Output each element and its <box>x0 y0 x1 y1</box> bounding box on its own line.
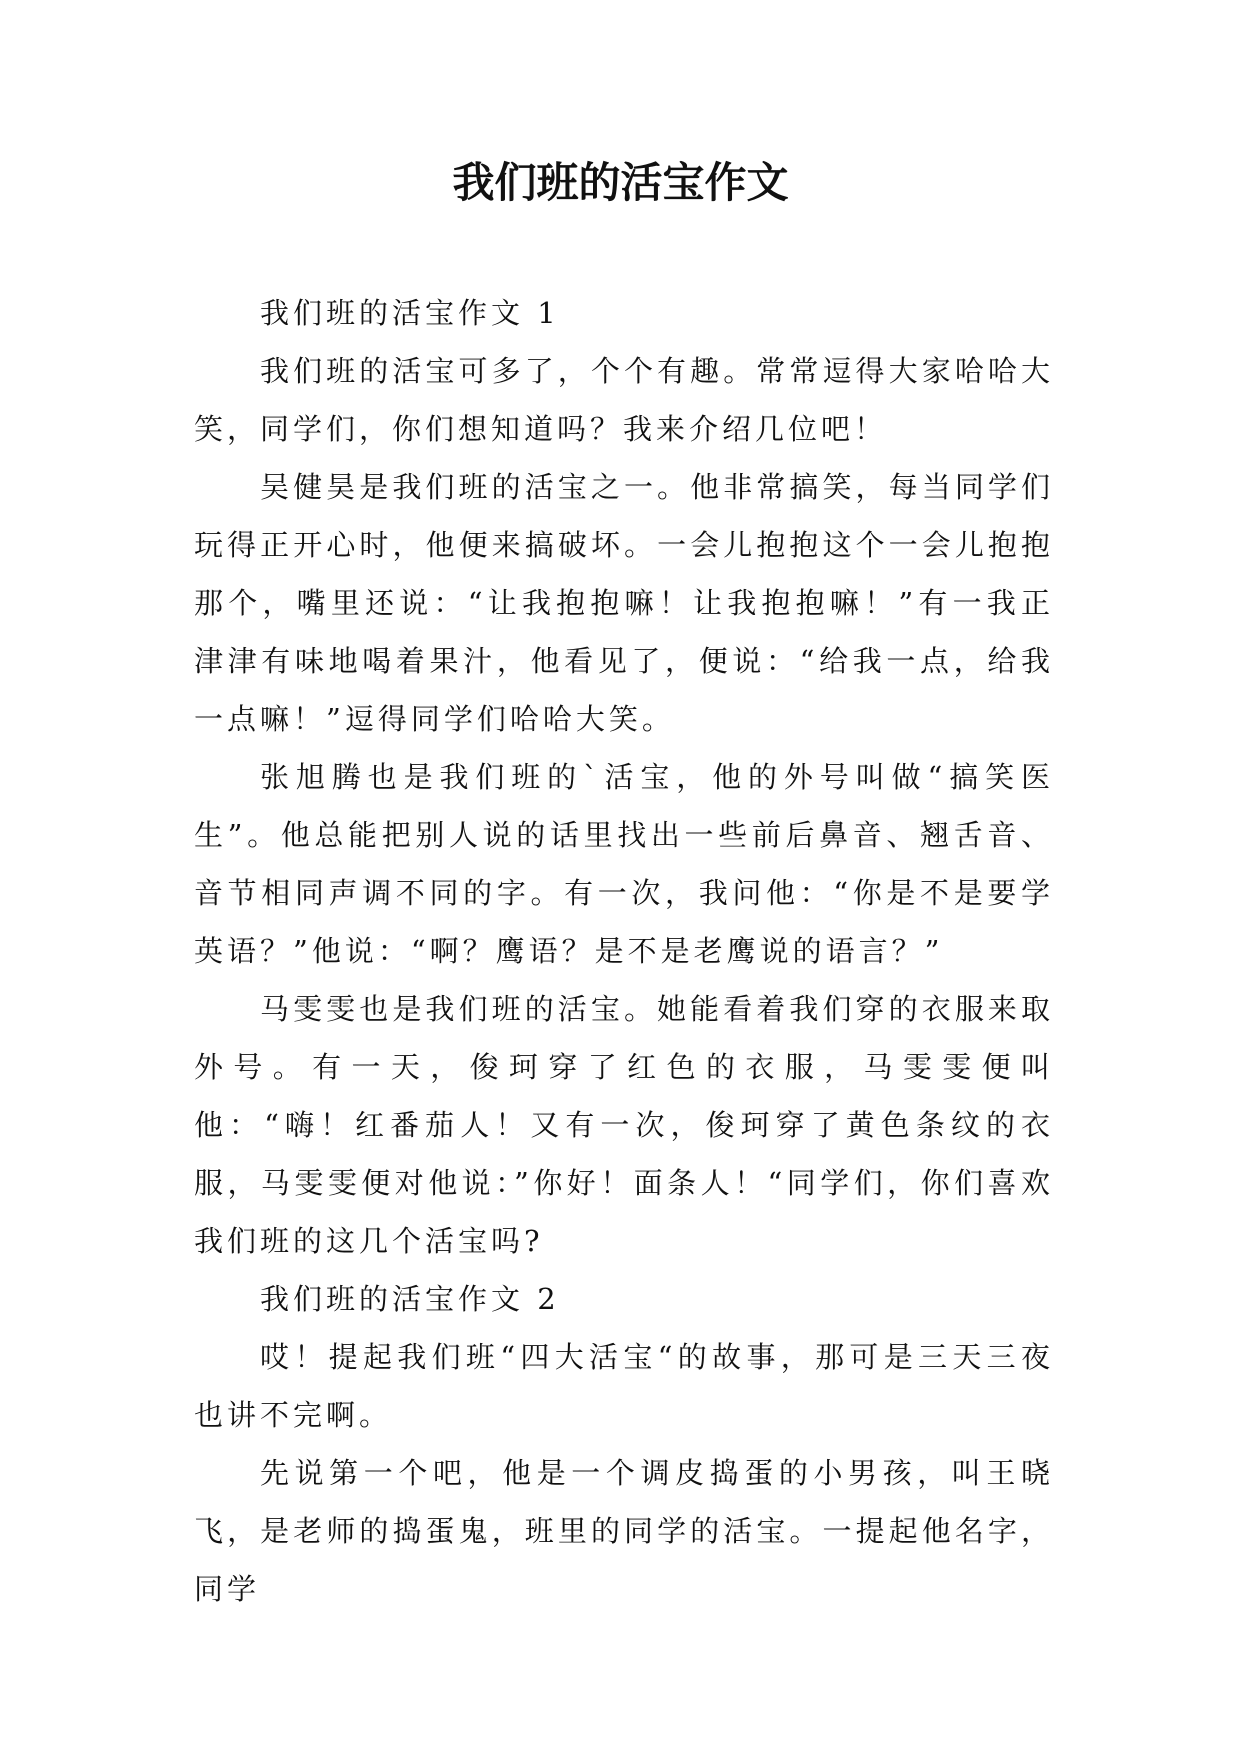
section-heading-1: 我们班的活宝作文 1 <box>260 296 560 330</box>
paragraph: 哎！提起我们班“四大活宝“的故事，那可是三天三夜也讲不完啊。 <box>194 1340 1054 1432</box>
paragraph: 张旭腾也是我们班的`活宝，他的外号叫做“搞笑医生”。他总能把别人说的话里找出一些前后鼻音、翘舌音、音节相同声调不同的字。有一次，我问他：“你是不是要学英语？”他说：“啊？鹰语？是不是老鹰说的语言？” <box>194 760 1054 968</box>
paragraph: 我们班的活宝可多了，个个有趣。常常逗得大家哈哈大笑，同学们，你们想知道吗？我来介绍几位吧！ <box>194 354 1054 446</box>
paragraph: 吴健昊是我们班的活宝之一。他非常搞笑，每当同学们玩得正开心时，他便来搞破坏。一会儿抱抱这个一会儿抱抱那个，嘴里还说：“让我抱抱嘛！让我抱抱嘛！”有一我正津津有味地喝着果汁，他看见了，便说：“给我一点，给我一点嘛！”逗得同学们哈哈大笑。 <box>194 470 1054 736</box>
paragraph: 先说第一个吧，他是一个调皮捣蛋的小男孩，叫王晓飞，是老师的捣蛋鬼，班里的同学的活宝。一提起他名字，同学 <box>194 1456 1054 1606</box>
document-body <box>194 284 1054 1618</box>
document-title: 我们班的活宝作文 <box>452 158 789 207</box>
section-heading-2: 我们班的活宝作文 2 <box>260 1282 560 1316</box>
paragraph: 马雯雯也是我们班的活宝。她能看着我们穿的衣服来取外号。有一天，俊珂穿了红色的衣服，马雯雯便叫他：“嗨！红番茄人！又有一次，俊珂穿了黄色条纹的衣服，马雯雯便对他说：”你好！面条人！“同学们，你们喜欢我们班的这几个活宝吗? <box>194 992 1054 1258</box>
